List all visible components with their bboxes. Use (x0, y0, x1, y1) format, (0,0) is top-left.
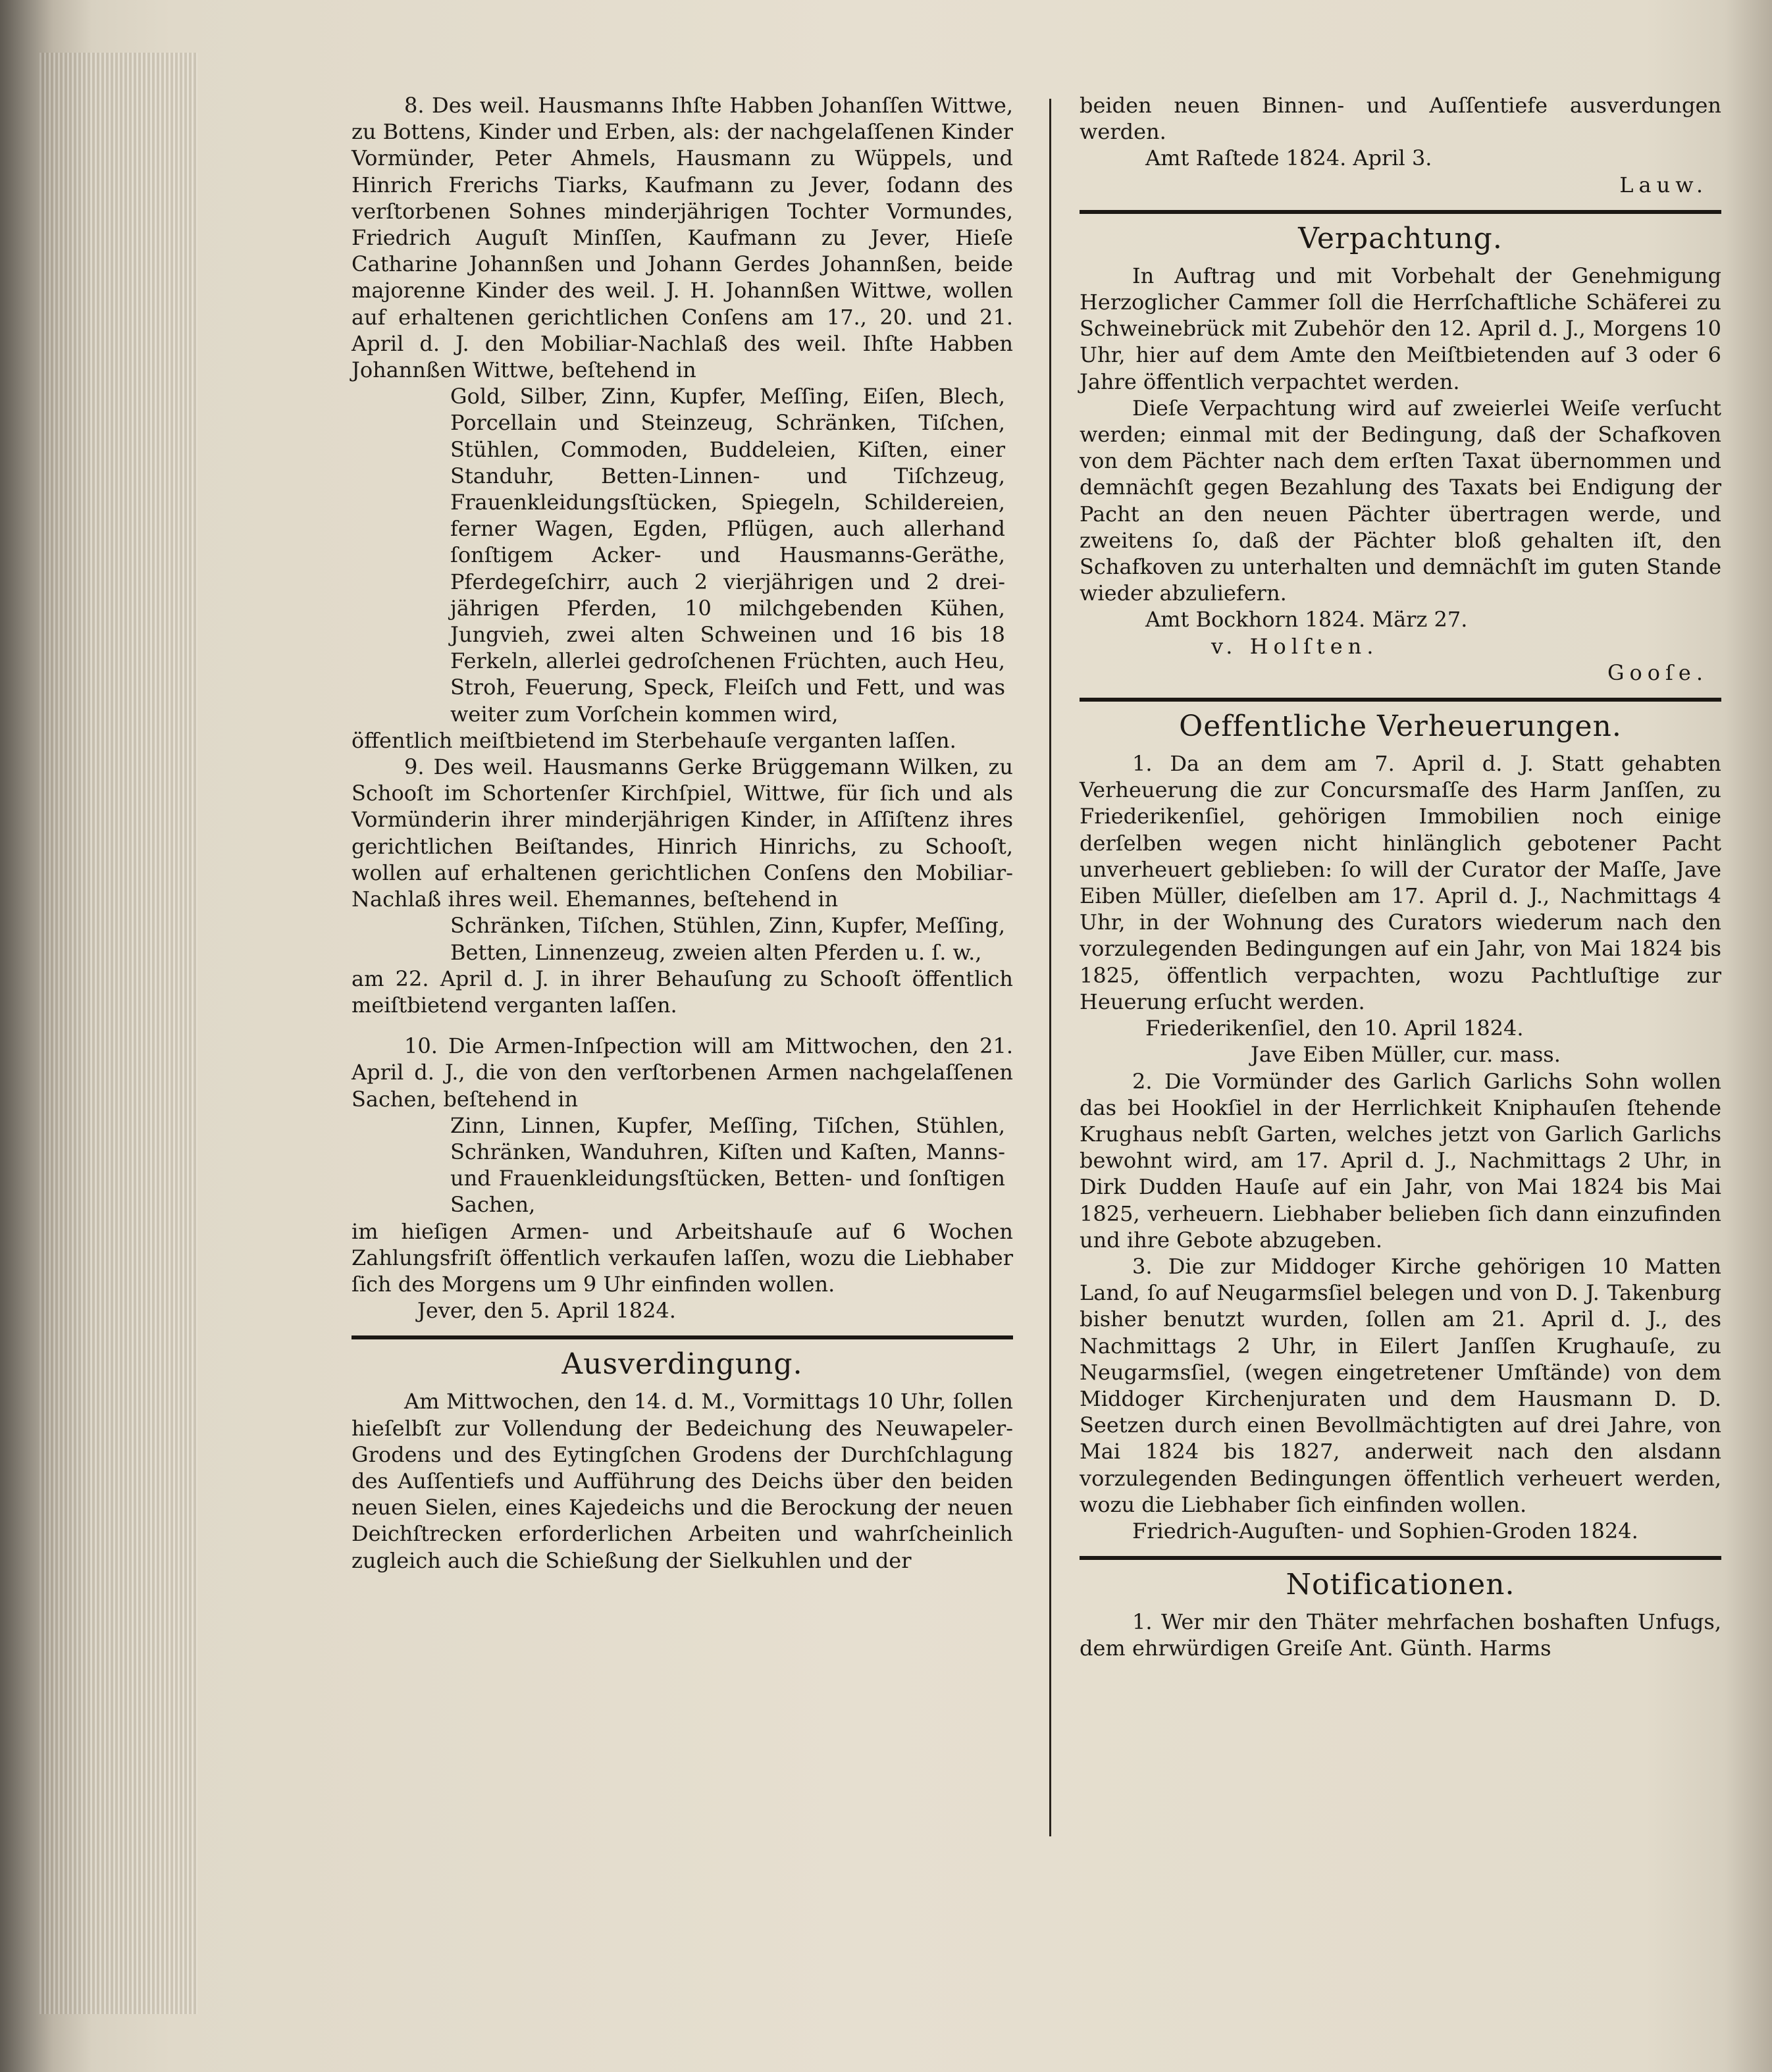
ausverdingung-place-date: Amt Raſtede 1824. April 3. (1145, 145, 1432, 171)
ausverdingung-heading: Ausverdingung. (561, 1347, 803, 1382)
section-divider (1080, 1556, 1721, 1560)
item-9-intro: 9. Des weil. Hausmanns Gerke Brüggemann Wilken, zu Schooſt im Schortenſer Kirchſpiel, Wittwe, für ſich und als Vormünderin ihrer minderjährigen Kinder, in Aſſiſtenz ihres gerichtlichen Beiſtandes, Hinrich Hinrichs, zu Schooſt, wollen auf erhaltenen gerichtlichen Conſens den Mobiliar-Nachlaß ihres weil. Ehemannes, beſtehend in (352, 754, 1013, 912)
notificationen-heading: Notificationen. (1286, 1568, 1515, 1602)
verpachtung-place-date: Amt Bockhorn 1824. März 27. (1145, 607, 1468, 633)
item-8-intro: 8. Des weil. Hausmanns Ihſte Habben Johanſſen Wittwe, zu Bottens, Kinder und Erben, als: der nachgelaſſenen Kinder Vormünder, Peter Ahmels, Hausmann zu Wüppels, und Hinrich Frerichs Tiarks, Kaufmann zu Jever, ſodann des verſtorbenen Sohnes minderjährigen Tochter Vormundes, Friedrich Auguſt Minſſen, Kaufmann zu Jever, Hieſe Catharine Johannßen und Johann Gerdes Johannßen, beide majorenne Kinder des weil. J. H. Johannßen Wittwe, wollen auf erhaltenen gerichtlichen Conſens am 17., 20. und 21. April d. J. den Mobiliar-Nachlaß des weil. Ihſte Habben Johannßen Wittwe, beſtehend in (352, 93, 1013, 383)
section-divider (352, 1335, 1013, 1339)
item-10-intro: 10. Die Armen-Inſpection will am Mittwochen, den 21. April d. J., die von den verſtorbenen Armen nachgelaſſenen Sachen, beſtehend in (352, 1033, 1013, 1112)
section-divider (1080, 698, 1721, 702)
verheuerung-3-text: 3. Die zur Middoger Kirche gehörigen 10 Matten Land, ſo auf Neugarmsſiel belegen und von D. J. Takenburg bisher benutzt wurden, ſollen am 21. April d. J., des Nachmittags 2 Uhr, in Eilert Janſſen Krughauſe, zu Neugarmsſiel, (wegen eingetretener Umſtände) von dem Middoger Kirchenjuraten und dem Hausmann D. D. Seetzen durch einen Bevollmächtigten auf drei Jahre, von Mai 1824 bis 1827, anderweit nach den alsdann vorzulegenden Bedingungen öffentlich verheuert werden, wozu die Liebhaber ſich einfinden wollen. (1080, 1253, 1721, 1517)
verpachtung-signature-left: v. Holſten. (1211, 633, 1379, 659)
item-10-place-date: Jever, den 5. April 1824. (417, 1298, 676, 1324)
verheuerungen-heading: Oeffentliche Verheuerungen. (1179, 710, 1622, 744)
item-8-goods-list: Gold, Silber, Zinn, Kupfer, Meſſing, Eiſen, Blech, Porcellain und Steinzeug, Schränken, Tiſchen, Stühlen, Commoden, Buddeleien, Kiſten, einer Standuhr, Betten-Linnen- und Tiſchzeug, Frauenkleidungsſtücken, Spiegeln, Schildereien, ferner Wagen, Egden, Pflügen, auch allerhand ſonſtigem Acker- und Hausmanns-Geräthe, Pferdegeſchirr, auch 2 vierjährigen und 2 drei-jährigen Pferden, 10 milchgebenden Kühen, Jungvieh, zwei alten Schweinen und 16 bis 18 Ferkeln, allerlei gedroſchenen Früchten, auch Heu, Stroh, Feuerung, Speck, Fleiſch und Fett, und was weiter zum Vorſchein kommen wird, (450, 384, 1005, 727)
verheuerung-3-place-date: Friedrich-Auguſten- und Sophien-Groden 1824. (1132, 1518, 1638, 1543)
item-8-closing: öffentlich meiſtbietend im Sterbehauſe verganten laſſen. (352, 727, 956, 753)
verheuerung-1-signature: Jave Eiben Müller, cur. mass. (1251, 1042, 1561, 1068)
item-9-closing: am 22. April d. J. in ihrer Behauſung zu Schooſt öffentlich meiſtbietend verganten laſſen. (352, 966, 1013, 1018)
book-page-edges (39, 53, 197, 2014)
verpachtung-heading: Verpachtung. (1298, 221, 1503, 255)
ausverdingung-continuation: beiden neuen Binnen- und Auſſentiefe ausverdungen werden. (1080, 93, 1721, 145)
verpachtung-signature-right: Gooſe. (1607, 660, 1708, 685)
ausverdingung-text: Am Mittwochen, den 14. d. M., Vormittags 10 Uhr, ſollen hieſelbſt zur Vollendung der Bedeichung des Neuwapeler-Grodens und des Eytingſchen Grodens der Durchſchlagung des Auſſentiefs und Aufführung des Deichs über den beiden neuen Sielen, eines Kajedeichs und die Berockung der neuen Deichſtrecken erforderlichen Arbeiten und wahrſcheinlich zugleich auch die Schießung der Sielkuhlen und der (352, 1389, 1013, 1573)
left-column (352, 92, 1013, 1574)
verheuerung-2-text: 2. Die Vormünder des Garlich Garlichs Sohn wollen das bei Hookſiel in der Herrlichkeit Kniphauſen ſtehende Krughaus nebſt Garten, welches jetzt von Garlich Garlichs bewohnt wird, am 17. April d. J., Nachmittags 2 Uhr, in Dirk Dudden Hauſe auf ein Jahr, von Mai 1824 bis Mai 1825, verheuern. Liebhaber belieben ſich dann einzufinden und ihre Gebote abzugeben. (1080, 1068, 1721, 1253)
verheuerung-1-text: 1. Da an dem am 7. April d. J. Statt gehabten Verheuerung die zur Concursmaſſe des Harm Janſſen, zu Friederikenſiel, gehörigen Immobilien noch einige derſelben wegen nicht hinlänglich gebotener Pacht unverheuert geblieben: ſo will der Curator der Maſſe, Jave Eiben Müller, dieſelben am 17. April d. J., Nachmittags 4 Uhr, in der Wohnung des Curators wiederum nach den vorzulegenden Bedingungen auf ein Jahr, von Mai 1824 bis 1825, öffentlich verpachten, wozu Pachtluſtige zur Heuerung erſucht werden. (1080, 751, 1721, 1014)
verheuerung-1-place-date: Friederikenſiel, den 10. April 1824. (1145, 1016, 1524, 1041)
section-divider (1080, 210, 1721, 214)
ausverdingung-signature: Lauw. (1619, 172, 1708, 197)
verpachtung-paragraph-1: In Auftrag und mit Vorbehalt der Genehmigung Herzoglicher Cammer ſoll die Herrſchaftliche Schäferei zu Schweinebrück mit Zubehör den 12. April d. J., Morgens 10 Uhr, hier auf dem Amte den Meiſtbietenden auf 3 oder 6 Jahre öffentlich verpachtet werden. (1080, 263, 1721, 394)
item-10-closing: im hieſigen Armen- und Arbeitshauſe auf 6 Wochen Zahlungsfriſt öffentlich verkaufen laſſen, wozu die Liebhaber ſich des Morgens um 9 Uhr einfinden wollen. (352, 1218, 1013, 1297)
item-9-goods-list: Schränken, Tiſchen, Stühlen, Zinn, Kupfer, Meſſing, Betten, Linnenzeug, zweien alten Pferden u. ſ. w., (450, 913, 1005, 965)
right-column (1080, 92, 1721, 1662)
column-divider (1049, 99, 1051, 1836)
item-10-goods-list: Zinn, Linnen, Kupfer, Meſſing, Tiſchen, Stühlen, Schränken, Wanduhren, Kiſten und Kaſten, Manns- und Frauenkleidungsſtücken, Betten- und ſonſtigen Sachen, (450, 1112, 1005, 1218)
verpachtung-paragraph-2: Dieſe Verpachtung wird auf zweierlei Weiſe verſucht werden; einmal mit der Bedingung, daß der Schafkoven von dem Pächter nach dem erſten Taxat übernommen und demnächſt gegen Bezahlung des Taxats bei Endigung der Pacht an den neuen Pächter übertragen werde, und zweitens ſo, daß der Pächter bloß gehalten iſt, den Schafkoven zu unterhalten und demnächſt im guten Stande wieder abzuliefern. (1080, 395, 1721, 606)
notification-1-text: 1. Wer mir den Thäter mehrfachen boshaften Unfugs, dem ehrwürdigen Greiſe Ant. Günth. Harms (1080, 1609, 1721, 1661)
